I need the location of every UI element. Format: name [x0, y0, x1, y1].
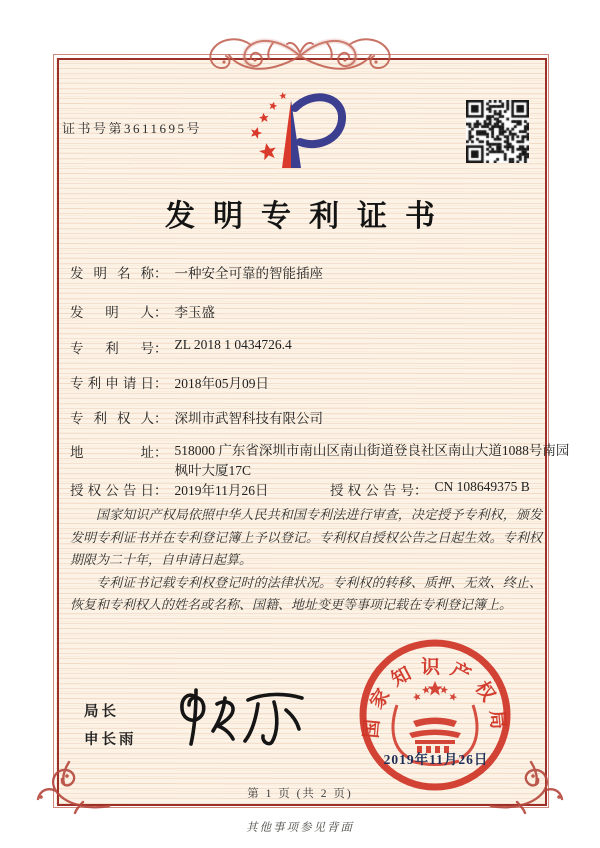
page-number: 第 1 页 (共 2 页): [247, 788, 353, 800]
logo-stars-icon: [249, 92, 287, 161]
label-colon: ：: [154, 445, 168, 460]
label-colon: ：: [154, 266, 168, 281]
label-colon: ：: [154, 483, 168, 498]
logo-wedge-red: [282, 100, 291, 168]
handwritten-signature-icon: [168, 688, 316, 748]
field-row-invention-name: [70, 262, 323, 282]
certificate-number: 证书号第3611695号: [62, 121, 203, 136]
field-value: 518000 广东省深圳市南山区南山街道登良社区南山大道1088号南园枫叶大厦17C: [174, 443, 570, 478]
seal-national-emblem: [409, 681, 461, 753]
legal-text-block: [70, 504, 542, 617]
back-note: 其他事项参见背面: [246, 822, 354, 834]
field-label: 地址: [70, 445, 154, 460]
qr-code: [466, 100, 529, 163]
legal-paragraph-2: 专利证书记载专利权登记时的法律状况。专利权的转移、质押、无效、终止、恢复和专利权人的姓名或名称、国籍、地址变更等事项记载在专利登记簿上。: [70, 574, 542, 612]
field-row-patent-number: [70, 337, 292, 357]
logo-p-bowl: [295, 97, 342, 144]
label-colon: ：: [154, 411, 168, 426]
field-value: 深圳市武智科技有限公司: [174, 411, 323, 426]
field-label: 授权公告日: [70, 483, 154, 498]
field-label: 授权公告号: [330, 483, 414, 498]
field-value: 一种安全可靠的智能插座: [174, 266, 323, 281]
field-value: CN 108649375 B: [434, 479, 530, 494]
seal-date: 2019年11月26日: [383, 752, 489, 767]
cnipa-logo-icon: [243, 88, 348, 173]
signer-title: 局长: [84, 704, 119, 720]
field-pair-grant-number: [330, 479, 530, 499]
label-colon: ：: [154, 305, 168, 320]
field-row-grant: [70, 479, 530, 499]
legal-paragraph-1: 国家知识产权局依照中华人民共和国专利法进行审查，决定授予专利权，颁发发明专利证书并在专利登记簿上予以登记。专利权自授权公告之日起生效。专利权期限为二十年，自申请日起算。: [70, 507, 542, 567]
field-row-inventor: [70, 301, 215, 321]
signer-name: 申长雨: [84, 732, 137, 748]
field-value: 李玉盛: [174, 305, 215, 320]
field-value: 2018年05月09日: [174, 376, 269, 391]
page-title: 发明专利证书: [165, 200, 453, 233]
field-row-patentee: [70, 407, 323, 427]
field-row-filing-date: [70, 372, 269, 392]
label-colon: ：: [414, 483, 428, 498]
field-label: 专利权人: [70, 411, 154, 426]
seal-agency-text: 国家知识产权局: [361, 657, 509, 740]
field-label: 专利申请日: [70, 376, 154, 391]
label-colon: ：: [154, 341, 168, 356]
label-colon: ：: [154, 376, 168, 391]
field-label: 发明人: [70, 305, 154, 320]
field-label: 发明名称: [70, 266, 154, 281]
field-value: ZL 2018 1 0434726.4: [174, 337, 292, 352]
official-seal-icon: [357, 637, 513, 793]
field-value: 2019年11月26日: [174, 483, 269, 498]
top-scrollwork-ornament: [203, 29, 397, 81]
field-row-address: [70, 441, 573, 481]
signer-block: [84, 700, 137, 756]
field-label: 专利号: [70, 341, 154, 356]
